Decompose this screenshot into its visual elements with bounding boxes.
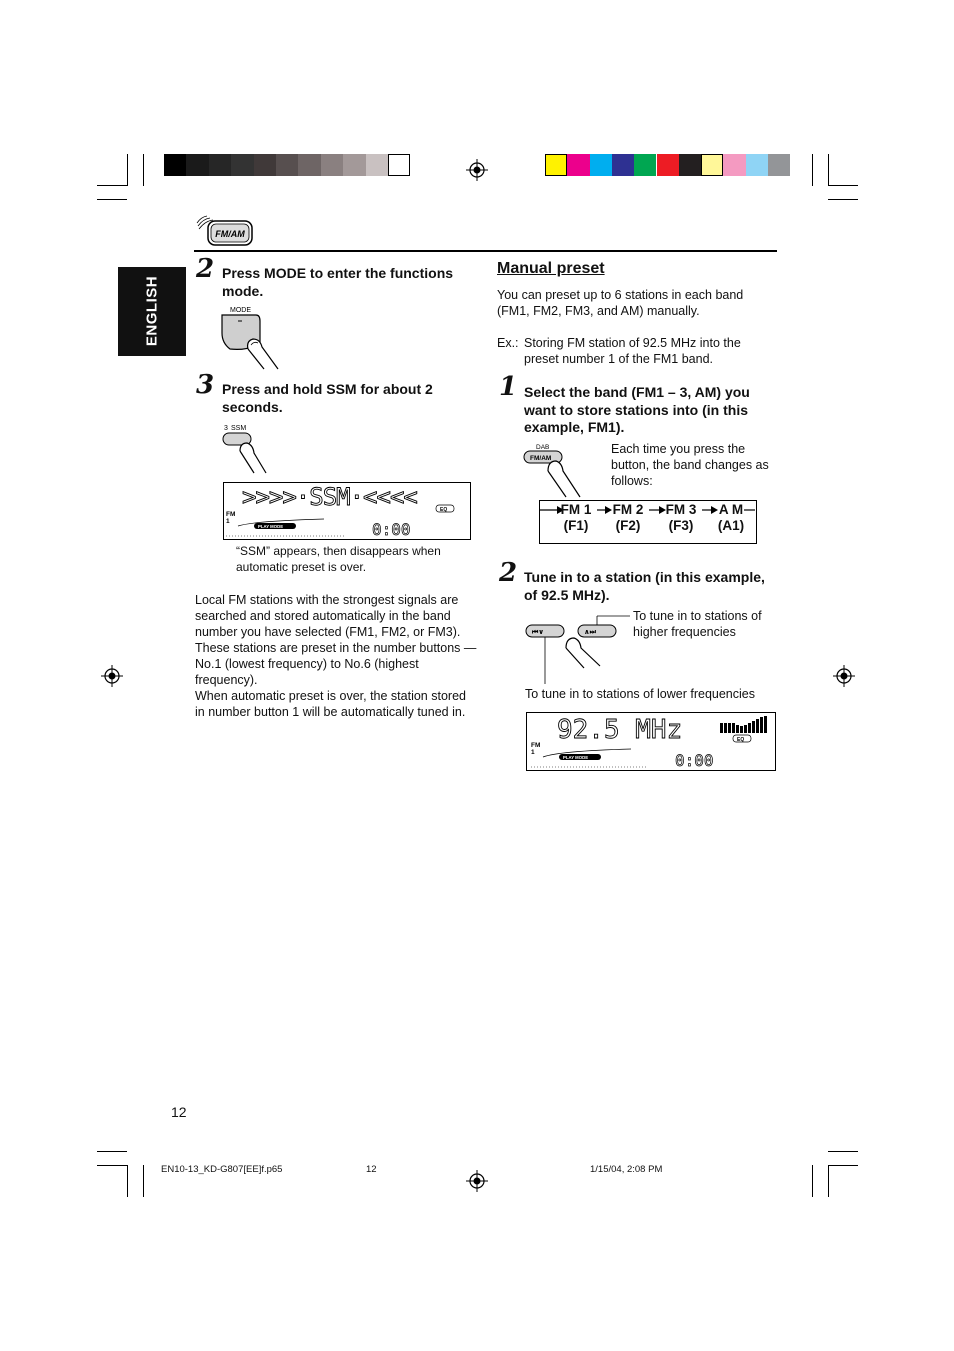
color-swatch (590, 154, 612, 176)
crop-mark (812, 1165, 813, 1197)
crop-mark (97, 185, 127, 186)
language-tab (118, 267, 186, 356)
step-instruction: Select the band (FM1 – 3, AM) you want to store stations into (in this example, FM1). (524, 384, 750, 435)
language-tab-label: ENGLISH (143, 275, 161, 347)
color-swatch (186, 154, 208, 176)
crop-mark (828, 1165, 829, 1197)
band-fm3 (661, 502, 701, 534)
crop-mark (127, 1165, 128, 1197)
tune-down-icon: ⏮∨ (532, 628, 544, 636)
band-code: (F2) (615, 518, 641, 533)
color-swatch (768, 154, 790, 176)
band-fm2 (608, 502, 648, 534)
lcd-play-mode: PLAY MODE (258, 524, 284, 529)
crop-mark (828, 1151, 858, 1152)
band-code: (F3) (668, 518, 694, 533)
color-swatch (567, 154, 589, 176)
step-number: 2 (499, 558, 518, 588)
color-swatch (276, 154, 298, 176)
left-paragraph: Local FM stations with the strongest signals are searched and stored automatically in the band number you have selected (FM1, FM2, or FM3). These stations are preset in the number buttons —No.1 (lowest frequency) to No.6 (highest frequency). When automatic preset is over, the station stored in number button 1 will be automatically tuned in. (195, 593, 477, 719)
mode-button-illustration (220, 303, 282, 371)
color-swatch (366, 154, 388, 176)
footer-date: 1/15/04, 2:08 PM (590, 1164, 663, 1175)
crop-mark (828, 199, 858, 200)
color-swatch (634, 154, 656, 176)
band-name: A M (718, 502, 744, 517)
registration-target-icon (101, 665, 123, 687)
step-instruction: Tune in to a station (in this example, of 92.5 MHz). (524, 569, 765, 603)
color-swatch (701, 154, 723, 176)
intro-text: You can preset up to 6 stations in each band (FM1, FM2, FM3, and AM) manually. (497, 288, 744, 318)
crop-mark (97, 199, 127, 200)
color-swatch (298, 154, 320, 176)
band-code: (A1) (717, 518, 745, 533)
example-label: Ex.: (497, 336, 519, 350)
crop-mark (97, 1151, 127, 1152)
lcd-level-bars (720, 716, 767, 733)
section-title: Manual preset (497, 260, 605, 277)
color-swatch (254, 154, 276, 176)
color-swatch (164, 154, 186, 176)
footer-page: 12 (366, 1164, 377, 1175)
fm-am-button-label: FM/AM (530, 455, 552, 462)
registration-target-icon (466, 159, 488, 181)
crop-mark (812, 154, 813, 186)
color-swatch (723, 154, 745, 176)
lcd-eq: EQ (737, 737, 745, 743)
lcd-band: FM (531, 742, 541, 749)
lcd-frequency-main: 92.5 MHz (557, 715, 683, 745)
color-swatch (231, 154, 253, 176)
lcd-band: FM (226, 511, 236, 518)
color-swatch (388, 154, 410, 176)
lcd-preset: 1 (531, 749, 535, 756)
lcd-play-mode: PLAY MODE (563, 755, 589, 760)
crop-mark (828, 185, 858, 186)
crop-mark (143, 1165, 144, 1197)
ssm-button-label: SSM (231, 425, 247, 432)
color-swatch (679, 154, 701, 176)
ssm-button-illustration (220, 421, 282, 475)
mode-button-label: MODE (230, 307, 251, 314)
lcd-eq: EQ (440, 507, 448, 513)
fm-am-button-top-label: DAB (536, 444, 550, 451)
lcd-time: 0:00 (372, 520, 411, 539)
ssm-caption: “SSM” appears, then disappears when automatic preset is over. (236, 544, 441, 574)
fm-am-header-icon (195, 213, 255, 247)
crop-mark (828, 154, 829, 186)
registration-target-icon (466, 1170, 488, 1192)
color-swatch (746, 154, 768, 176)
color-swatch (657, 154, 679, 176)
crop-mark (828, 1165, 858, 1166)
fm-am-icon-label: FM/AM (215, 229, 245, 239)
color-swatch (321, 154, 343, 176)
step-number: 3 (196, 370, 215, 400)
lcd-display-ssm (223, 482, 471, 540)
color-swatch (545, 154, 567, 176)
lcd-ssm-main: >>>>·SSM·<<<< (242, 483, 417, 511)
tune-buttons-illustration (524, 606, 634, 684)
band-am (711, 502, 751, 534)
band-name: FM 2 (612, 502, 644, 517)
lcd-preset: 1 (226, 518, 230, 525)
page-number: 12 (171, 1104, 187, 1120)
color-swatch (343, 154, 365, 176)
step-number: 2 (196, 254, 215, 284)
color-swatch (209, 154, 231, 176)
example-text: Storing FM station of 92.5 MHz into the preset number 1 of the FM1 band. (524, 336, 741, 366)
band-code: (F1) (563, 518, 589, 533)
step-instruction: Press and hold SSM for about 2 seconds. (222, 381, 433, 415)
lcd-time: 0:00 (675, 751, 714, 770)
band-note: Each time you press the button, the band changes as follows: (611, 442, 769, 488)
band-fm1 (556, 502, 596, 534)
step-number: 1 (499, 372, 518, 402)
header-rule (194, 250, 777, 252)
footer-file: EN10-13_KD-G807[EE]f.p65 (161, 1164, 283, 1175)
band-name: FM 3 (665, 502, 697, 517)
tune-up-icon: ∧⏭ (584, 628, 596, 636)
lower-frequency-note: To tune in to stations of lower frequencies (525, 687, 755, 701)
crop-mark (143, 154, 144, 186)
color-swatch (612, 154, 634, 176)
lcd-display-frequency (526, 712, 776, 771)
higher-frequency-note: To tune in to stations of higher frequencies (633, 609, 762, 639)
crop-mark (127, 154, 128, 186)
band-name: FM 1 (560, 502, 592, 517)
ssm-button-number: 3 (224, 425, 228, 432)
registration-target-icon (833, 665, 855, 687)
crop-mark (97, 1165, 127, 1166)
step-instruction: Press MODE to enter the functions mode. (222, 265, 454, 299)
